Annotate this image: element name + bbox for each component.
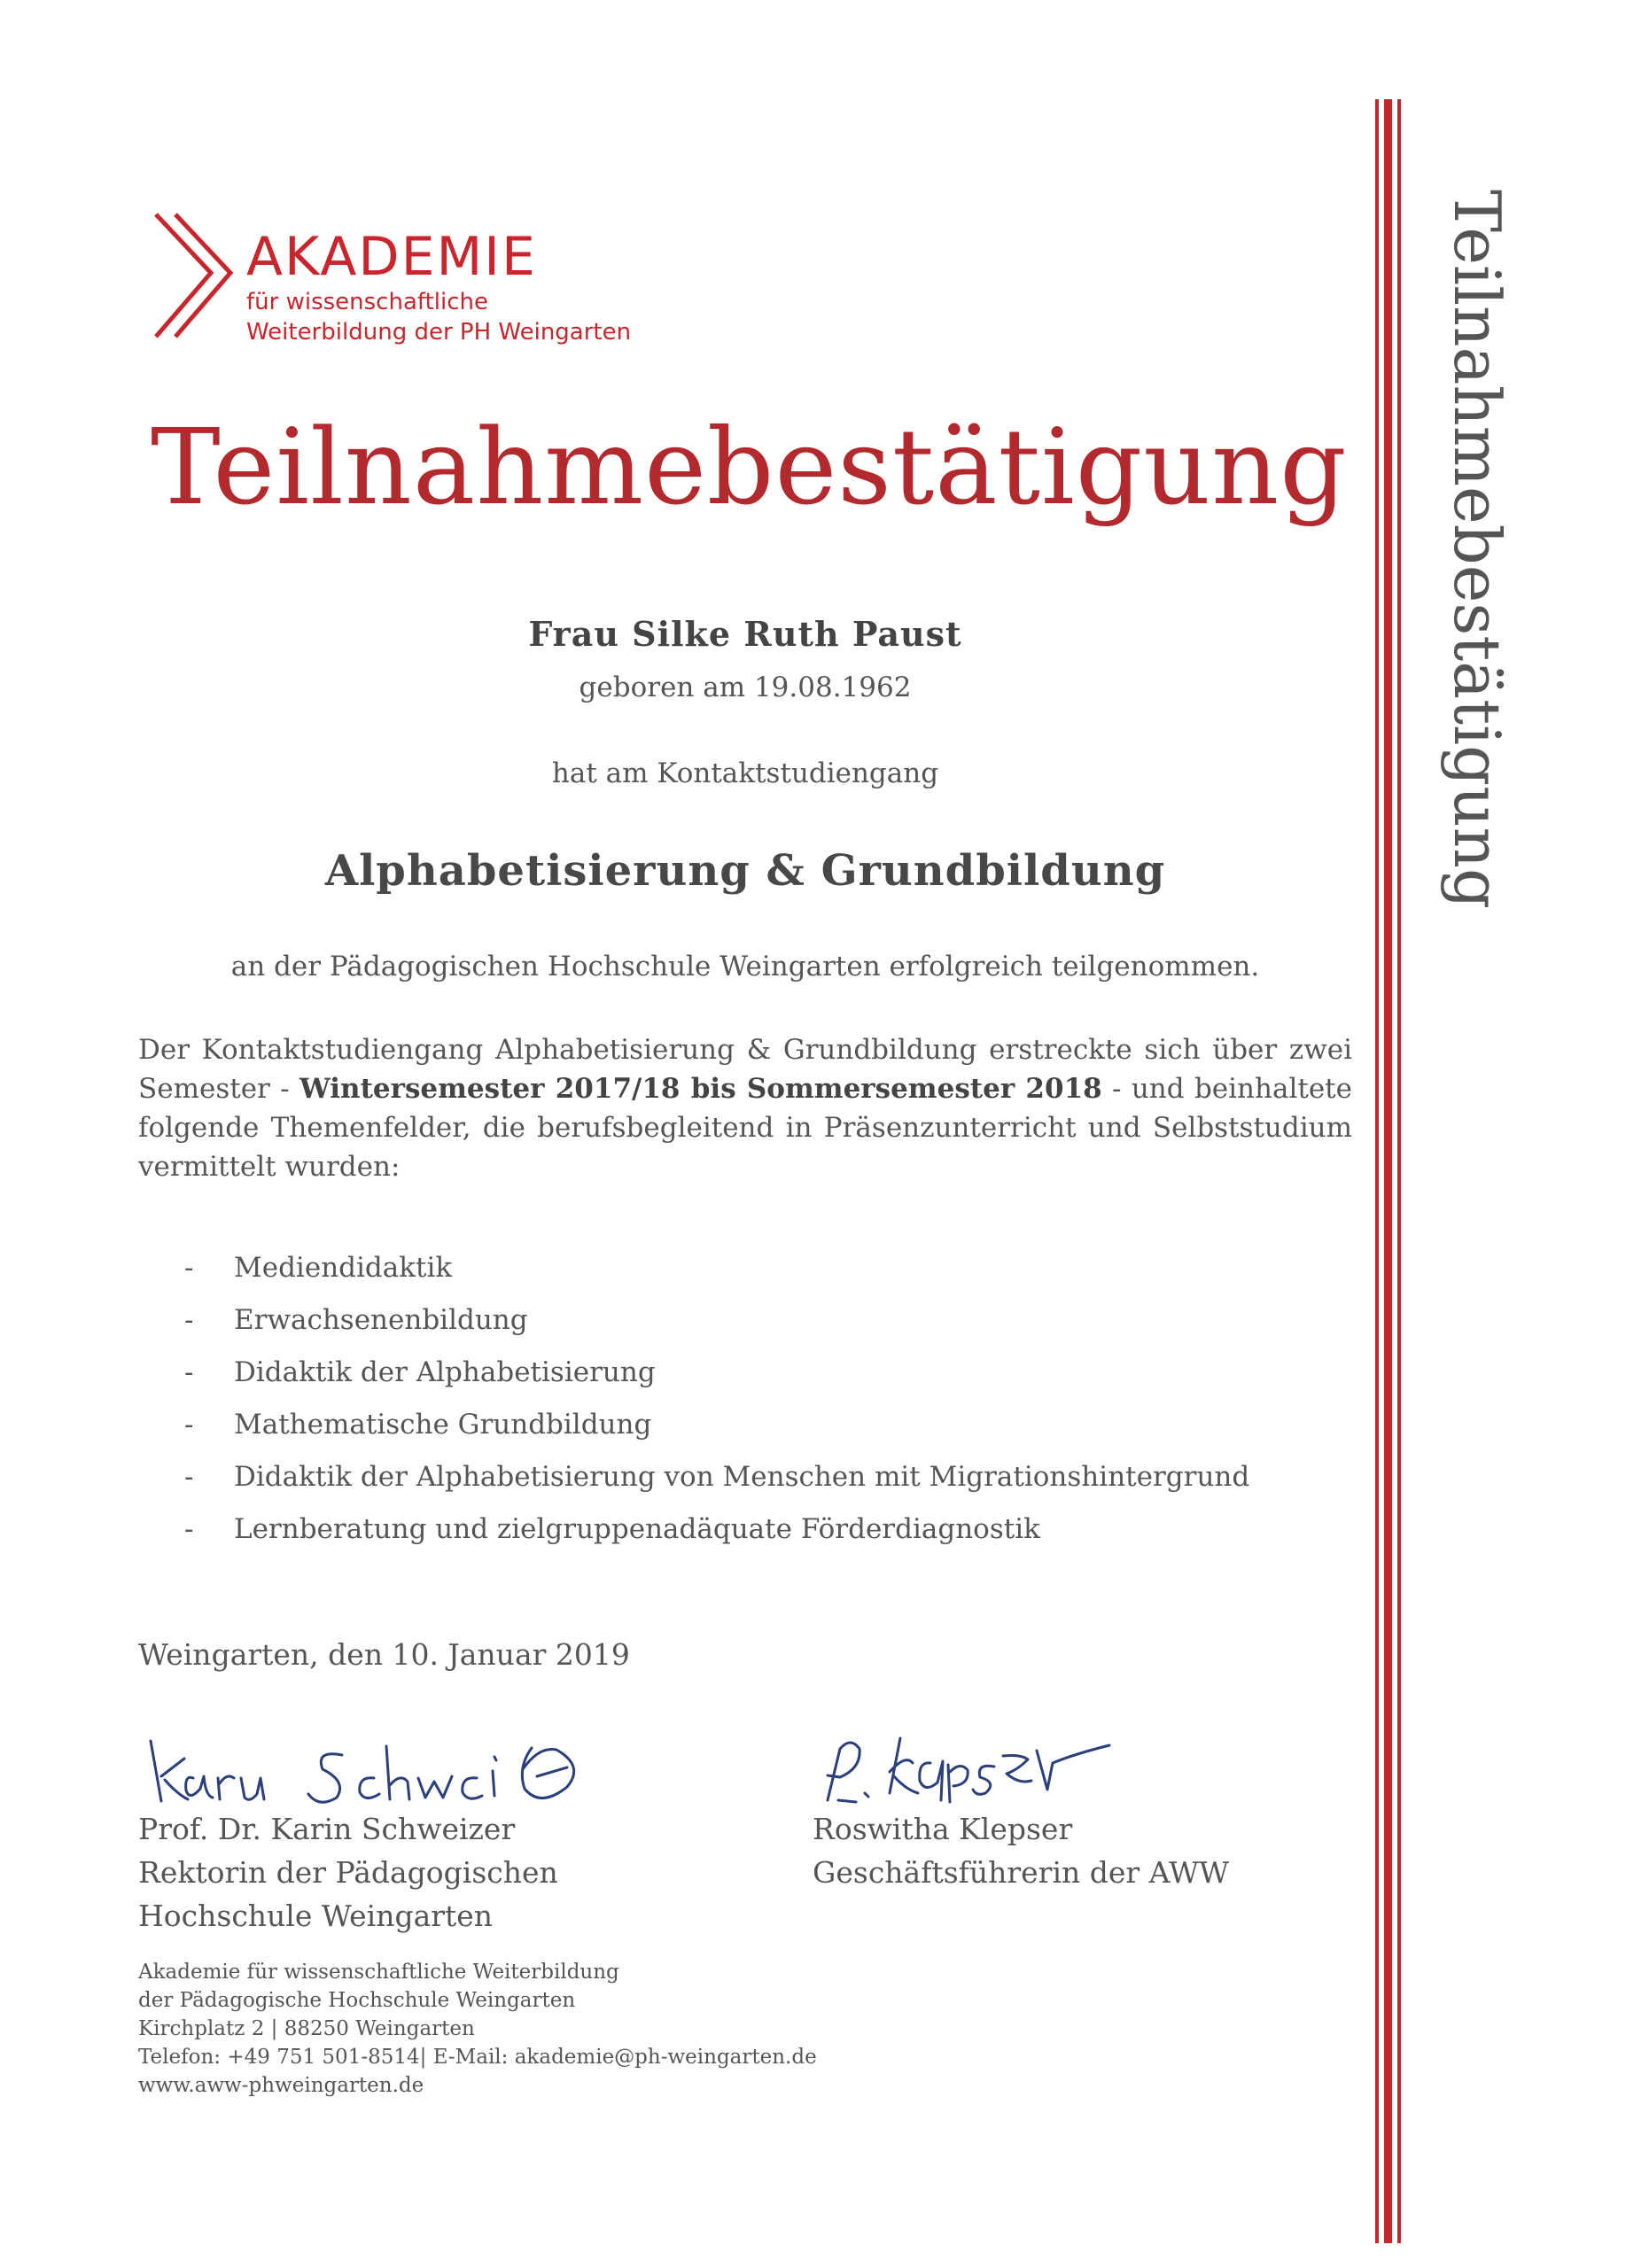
red-rule [1375,99,1379,2243]
description-paragraph [138,1030,1352,1186]
signer-schweizer [138,1807,558,1938]
topic-label: Didaktik der Alphabetisierung von Menschen mit Migrationshintergrund [234,1461,1250,1493]
list-item [138,1461,1352,1513]
footer-line: www.aww-phweingarten.de [138,2074,424,2097]
bullet-dash: - [184,1304,194,1336]
academy-logo [151,211,682,353]
red-rule [1384,99,1392,2243]
signer-klepser [813,1807,1229,1894]
list-item [138,1513,1352,1565]
bullet-dash: - [184,1409,194,1441]
footer-line: Kirchplatz 2 | 88250 Weingarten [138,2017,475,2040]
semester-period: Wintersemester 2017/18 bis Sommersemester 2018 [299,1073,1102,1105]
result-text: an der Pädagogischen Hochschule Weingarten erfolgreich teilgenommen. [230,951,1260,983]
recipient-name: Frau Silke Ruth Paust [528,614,962,654]
list-item [138,1409,1352,1461]
bullet-dash: - [184,1252,194,1284]
signer-role: Geschäftsführerin der AWW [813,1855,1229,1890]
course-title: Alphabetisierung & Grundbildung [324,846,1166,896]
topic-label: Lernberatung und zielgruppenadäquate Förderdiagnostik [234,1513,1040,1545]
side-title: Teilnahmebestätigung [1440,190,1514,910]
footer-address [138,1958,817,2100]
recipient-birthdate: geboren am 19.08.1962 [579,672,912,703]
topic-label: Didaktik der Alphabetisierung [234,1356,656,1388]
logo-subtitle-1: für wissenschaftliche [246,289,488,315]
footer-line: Akademie für wissenschaftliche Weiterbildung [138,1961,619,1984]
document-title: Teilnahmebestätigung [151,406,1348,528]
logo-name: AKADEMIE [246,226,537,288]
bullet-dash: - [184,1356,194,1388]
red-rule [1397,99,1401,2243]
footer-line: der Pädagogische Hochschule Weingarten [138,1989,576,2012]
description-text-2: - und beinhaltete folgende Themenfelder, die berufsbegleitend in Präsenzunterricht und Selbststudium vermittelt wurden: [138,1073,1352,1183]
topic-label: Mediendidaktik [234,1252,453,1284]
list-item [138,1252,1352,1304]
description-text-1: Der Kontaktstudiengang Alphabetisierung & Grundbildung erstreckte sich über zwei Semester - [138,1034,1352,1105]
signer-role: Hochschule Weingarten [138,1899,494,1933]
bullet-dash: - [184,1461,194,1493]
intro-text: hat am Kontaktstudiengang [551,757,939,789]
list-item [138,1356,1352,1409]
signer-name: Roswitha Klepser [813,1812,1073,1846]
signature-klepser [808,1719,1127,1807]
topic-list [138,1252,1352,1565]
topic-label: Erwachsenenbildung [234,1304,528,1336]
topic-label: Mathematische Grundbildung [234,1409,652,1441]
bullet-dash: - [184,1513,194,1545]
signer-name: Prof. Dr. Karin Schweizer [138,1812,516,1846]
logo-subtitle-2: Weiterbildung der PH Weingarten [246,319,632,346]
footer-line: Telefon: +49 751 501-8514| E-Mail: akademie@ph-weingarten.de [138,2046,817,2069]
place-date: Weingarten, den 10. Januar 2019 [138,1637,630,1672]
signature-schweizer [142,1723,638,1812]
chevron-logo-icon [151,211,248,353]
signer-role: Rektorin der Pädagogischen [138,1855,558,1890]
list-item [138,1304,1352,1356]
